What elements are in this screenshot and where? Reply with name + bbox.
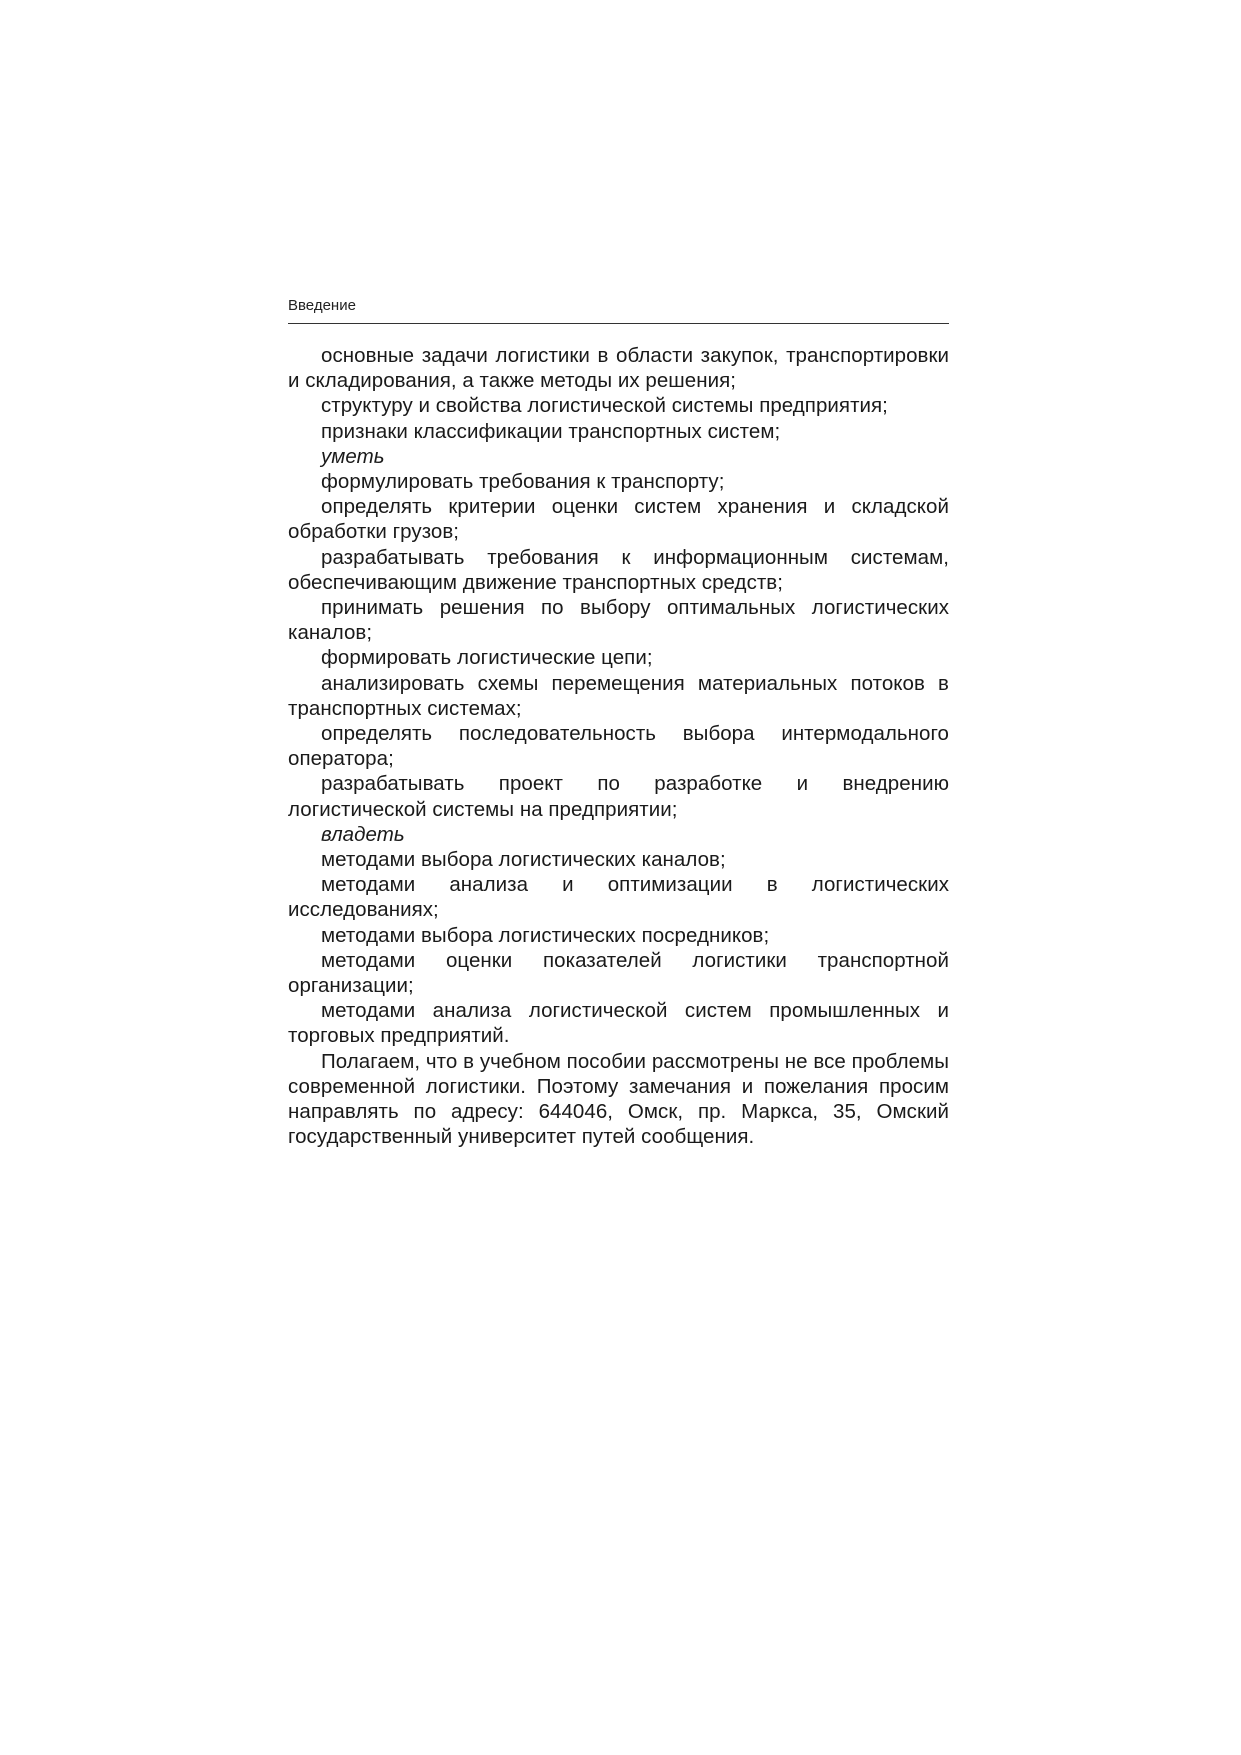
paragraph: принимать решения по выбору оптимальных логистических каналов; [288, 596, 949, 645]
header-rule [288, 323, 949, 324]
paragraph: методами оценки показателей логистики транспортной организации; [288, 948, 949, 998]
running-header: Введение [288, 297, 356, 314]
paragraph: Полагаем, что в учебном пособии рассмотрены не все проблемы современной логистики. Поэтому замечания и пожелания просим направлять по адресу: 644046, Омск, пр. Маркса, 35, Омский государственный университет путей сообщения. [288, 1049, 949, 1149]
paragraph: формулировать требования к транспорту; [321, 470, 725, 494]
body-text [288, 343, 949, 1150]
paragraph-italic-heading: владеть [321, 822, 405, 846]
paragraph: методами анализа и оптимизации в логистических исследованиях; [288, 873, 949, 922]
paragraph: определять последовательность выбора интермодального оператора; [288, 722, 949, 771]
paragraph: разрабатывать требования к информационным системам, обеспечивающим движение транспортных средств; [288, 545, 949, 594]
paragraph: анализировать схемы перемещения материальных потоков в транспортных системах; [288, 671, 949, 720]
paragraph: формировать логистические цепи; [321, 646, 653, 670]
paragraph: методами выбора логистических посредников; [321, 923, 770, 947]
paragraph-italic-heading: уметь [321, 444, 385, 468]
paragraph: признаки классификации транспортных систем; [321, 419, 781, 443]
paragraph: структуру и свойства логистической системы предприятия; [321, 394, 888, 418]
paragraph: основные задачи логистики в области закупок, транспортировки и складирования, а также методы их решения; [288, 344, 949, 393]
paragraph: разрабатывать проект по разработке и внедрению логистической системы на предприятии; [288, 772, 949, 821]
paragraph: методами анализа логистической систем промышленных и торговых предприятий. [288, 999, 949, 1048]
paragraph: определять критерии оценки систем хранения и складской обработки грузов; [288, 495, 949, 544]
paragraph: методами выбора логистических каналов; [321, 848, 726, 872]
